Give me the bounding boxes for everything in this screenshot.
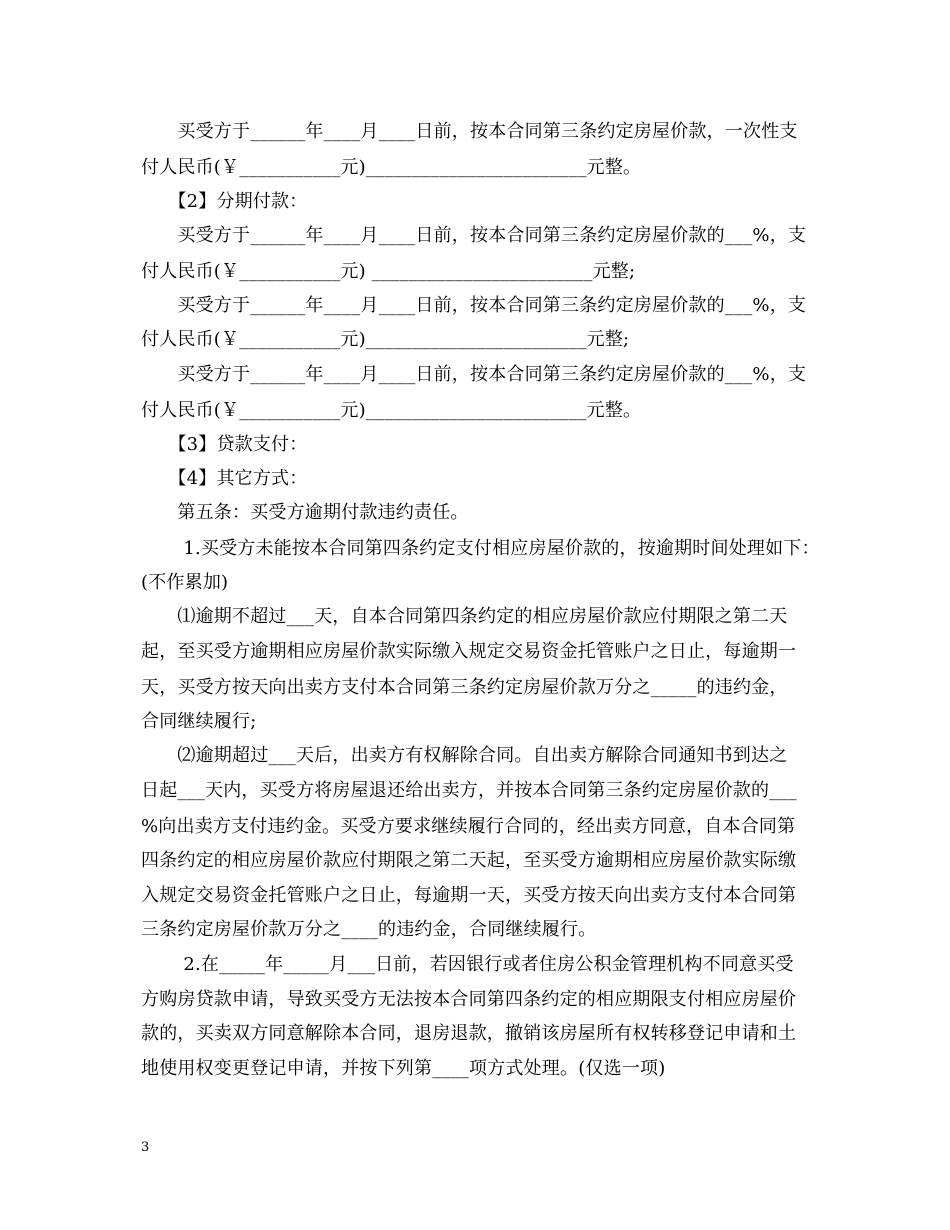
text-line: 合同继续履行; <box>141 711 257 732</box>
text-line: 【4】其它方式： <box>141 468 308 489</box>
text-line: 付人民币(￥___________元) ________________________元整; <box>141 261 636 282</box>
text-line: 付人民币(￥___________元)________________________元整。 <box>141 157 642 178</box>
text-line: 第五条：买受方逾期付款违约责任。 <box>141 502 469 523</box>
text-line: 款的，买卖双方同意解除本合同，退房退款，撤销该房屋所有权转移登记申请和土 <box>141 1023 797 1044</box>
text-line: %向出卖方支付违约金。买受方要求继续履行合同的，经出卖方同意，自本合同第 <box>141 816 796 837</box>
page-number: 3 <box>141 1140 150 1155</box>
text-line: 付人民币(￥___________元)________________________元整; <box>141 329 630 350</box>
text-line: ⑴逾期不超过___天，自本合同第四条约定的相应房屋价款应付期限之第二天 <box>141 606 788 627</box>
text-line: 【3】贷款支付： <box>141 434 308 455</box>
text-line: 日起___天内，买受方将房屋退还给出卖方，并按本合同第三条约定房屋价款的___ <box>141 780 797 801</box>
text-line: 1.买受方未能按本合同第四条约定支付相应房屋价款的，按逾期时间处理如下： <box>141 538 820 559</box>
text-line: 买受方于______年____月____日前，按本合同第三条约定房屋价款，一次性支 <box>141 121 798 142</box>
text-line: 【2】分期付款： <box>141 191 308 212</box>
text-line: 付人民币(￥___________元)________________________元整。 <box>141 400 642 421</box>
text-line: 买受方于______年____月____日前，按本合同第三条约定房屋价款的___%，支 <box>141 364 807 385</box>
text-line: 入规定交易资金托管账户之日止，每逾期一天，买受方按天向出卖方支付本合同第 <box>141 885 797 906</box>
text-line: 买受方于______年____月____日前，按本合同第三条约定房屋价款的___%，支 <box>141 295 807 316</box>
text-line: 2.在_____年_____月___日前，若因银行或者住房公积金管理机构不同意买受 <box>141 954 794 975</box>
text-line: 买受方于______年____月____日前，按本合同第三条约定房屋价款的___%，支 <box>141 225 807 246</box>
text-line: 起，至买受方逾期相应房屋价款实际缴入规定交易资金托管账户之日止，每逾期一 <box>141 641 797 662</box>
text-line: 天，买受方按天向出卖方支付本合同第三条约定房屋价款万分之_____的违约金， <box>141 677 788 698</box>
text-line: 地使用权变更登记申请，并按下列第____项方式处理。(仅选一项) <box>141 1058 666 1079</box>
text-line: (不作累加) <box>141 572 229 593</box>
text-line: 三条约定房屋价款万分之____的违约金，合同继续履行。 <box>141 919 597 940</box>
text-line: 方购房贷款申请，导致买受方无法按本合同第四条约定的相应期限支付相应房屋价 <box>141 989 797 1010</box>
text-line: 四条约定的相应房屋价款应付期限之第二天起，至买受方逾期相应房屋价款实际缴 <box>141 850 797 871</box>
text-line: ⑵逾期超过___天后，出卖方有权解除合同。自出卖方解除合同通知书到达之 <box>141 745 788 766</box>
